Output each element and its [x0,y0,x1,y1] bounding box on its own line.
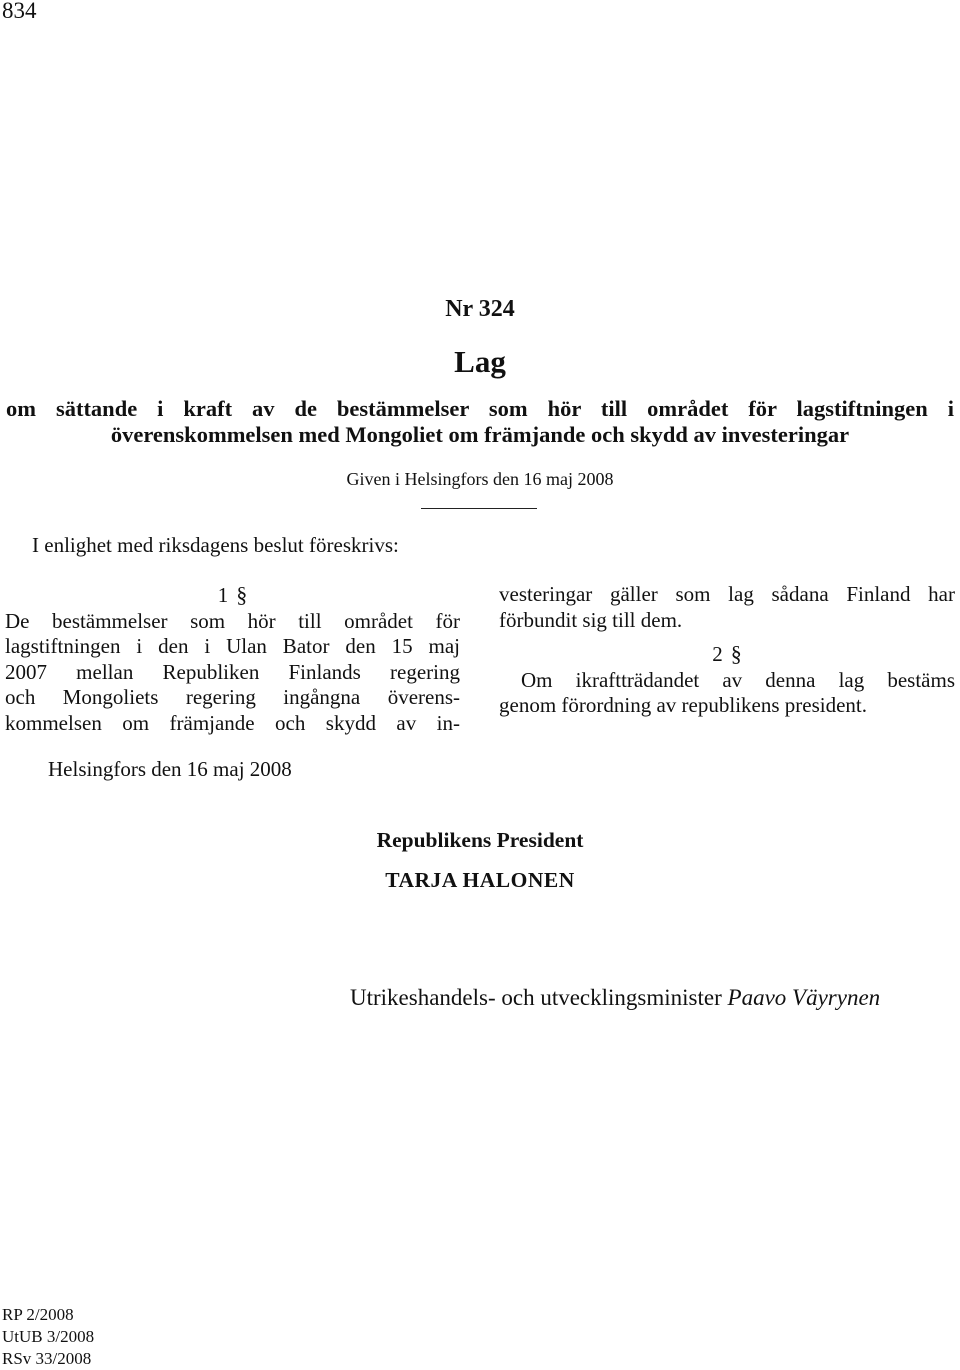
section-number: 2 [712,642,723,667]
place-and-date: Helsingfors den 16 maj 2008 [48,757,292,781]
given-date-line: Given i Helsingfors den 16 maj 2008 [346,469,614,489]
reference-item: RSv 33/2008 [2,1349,92,1368]
reference-item: UtUB 3/2008 [2,1327,95,1346]
section-1-text-line: 2007 mellan Republiken Finlands regering [5,659,460,684]
document-type-heading: Lag [454,344,506,379]
page-number: 834 [2,0,37,23]
legislative-references [2,1304,94,1370]
enactment-clause: I enlighet med riksdagens beslut föreskrivs: [32,533,399,557]
left-column [5,582,460,737]
section-1-text-line: De bestämmelser som hör till området för [5,608,460,633]
section-1-text-line: vesteringar gäller som lag sådana Finland har [499,582,955,606]
paragraph-sign-icon: § [730,641,742,667]
reference-item: RP 2/2008 [2,1305,74,1324]
signature-name: TARJA HALONEN [385,868,575,892]
subtitle-line-1: om sättande i kraft av de bestämmelser som hör till området för lagstiftningen i [6,396,954,421]
paragraph-sign-icon: § [236,582,248,607]
section-2-text-line: Om ikraftträdandet av denna lag bestäms [521,667,955,692]
section-2-text-line: genom förordning av republikens president. [499,693,867,718]
section-2-heading [499,641,955,668]
section-1-text-line: förbundit sig till dem. [499,607,683,632]
section-1-text-line: lagstiftningen i den i Ulan Bator den 15 maj [5,634,460,659]
countersignature [350,985,880,1011]
signature-title: Republikens President [376,828,584,852]
section-1-heading [5,582,460,609]
minister-role: Utrikeshandels- och utvecklingsminister [350,985,722,1010]
divider-rule [421,508,537,509]
section-1-text-line: och Mongoliets regering ingångna överens- [5,685,460,710]
right-column [499,582,955,719]
minister-name: Paavo Väyrynen [727,985,881,1010]
document-number: Nr 324 [445,296,515,322]
section-number: 1 [217,583,229,607]
subtitle-line-2: överenskommelsen med Mongoliet om främjande och skydd av investeringar [110,422,850,447]
document-subtitle [6,396,954,448]
section-1-text-line: kommelsen om främjande och skydd av in- [5,710,460,735]
